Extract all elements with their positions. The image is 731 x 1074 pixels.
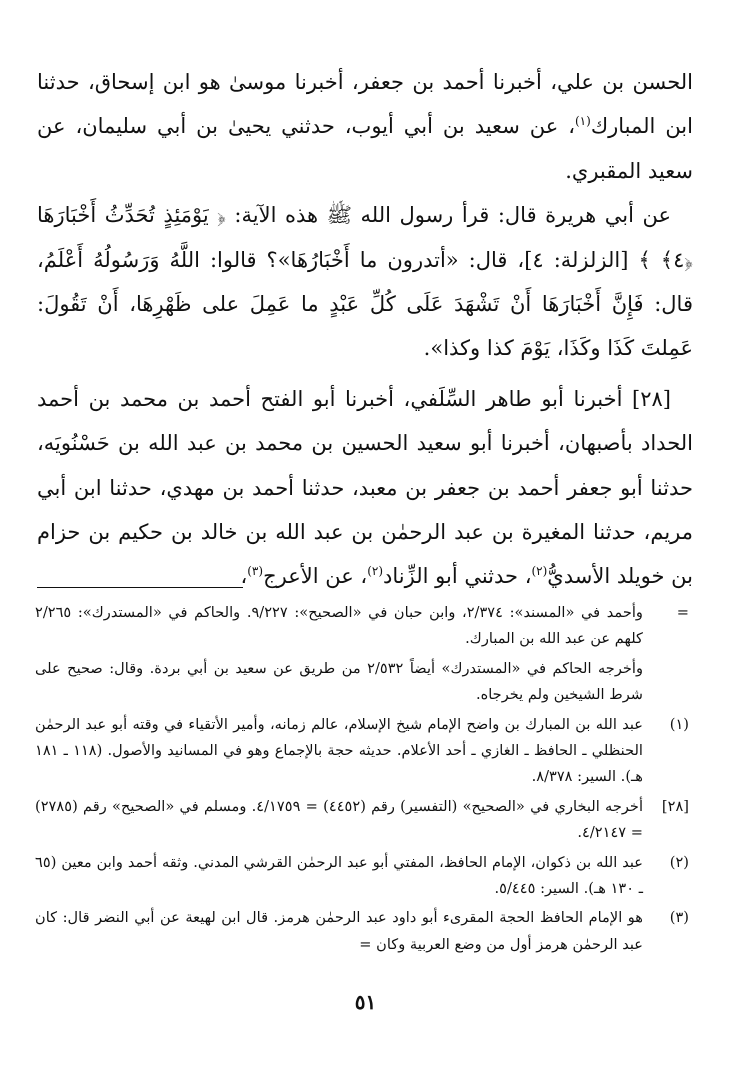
footnote-marker[interactable]: (٢) [367, 564, 384, 579]
footnote-marker[interactable]: (٢) [531, 564, 548, 579]
chain-line: حدثنا ابن المبارك [37, 70, 693, 139]
footnote [35, 712, 695, 791]
footnote-text: وأخرجه الحاكم في «المستدرك» أيضاً ٢/٥٣٢ من طريق عن سعيد بن أبي بردة. وقال: صحيح على شرط الشيخين ولم يخرجاه. [35, 659, 643, 704]
footnote-number [643, 656, 695, 709]
footnote [35, 656, 695, 709]
footnote-number: (٢) [669, 853, 689, 871]
footnote [35, 794, 695, 847]
paragraph-28 [37, 377, 693, 599]
isnad-text: ، عن الأعرج [263, 564, 368, 589]
isnad-text: [٢٨] أخبرنا أبو طاهر السِّلَفي، أخبرنا أبو الفتح أحمد بن محمد بن أحمد الحداد بأصبهان، أخبرنا أبو سعيد الحسين بن محمد بن عبد الله بن حَسْنُويَه، حدثنا أبو جعفر أحمد بن جعفر بن معبد، حدثنا أحمد بن مهدي، حدثنا ابن أبي مريم، حدثنا المغيرة بن عبد الرحمٰن بن عبد الله بن خالد بن حكيم بن حزام بن خويلد الأسديُّ [37, 386, 693, 589]
footnote-number: [٢٨] [661, 797, 689, 815]
chain-line: الحسن بن علي، أخبرنا أحمد بن جعفر، أخبرنا موسىٰ هو ابن إسحاق، [87, 70, 693, 94]
footnote-marker[interactable]: (٣) [247, 564, 264, 579]
footnote [35, 850, 695, 903]
footnotes [35, 600, 695, 958]
isnad-text: ، حدثني أبو الزِّناد [383, 564, 532, 589]
footnote-text: عبد الله بن ذكوان، الإمام الحافظ، المفتي أبو عبد الرحمٰن القرشي المدني. وثقه أحمد وابن معين (٦٥ ـ ١٣٠ هـ). السير: ٥/٤٤٥. [35, 853, 643, 898]
footnote-divider [37, 587, 243, 588]
footnote [35, 905, 695, 958]
footnote-number: (٣) [669, 909, 689, 927]
main-text [37, 60, 693, 599]
chain-line: سليمان، عن سعيد المقبري. [37, 114, 693, 183]
footnote-text: عبد الله بن المبارك بن واضح الإمام شيخ الإسلام، عالم زمانه، وأمير الأتقياء في وقته أبو عبد الرحمٰن الحنظلي ـ الحافظ ـ الغازي ـ أحد الأعلام. حديثه حجة بالإجماع وهو في المسانيد والأصول. (١١٨ ـ ١٨١ هـ). السير: ٨/٣٧٨. [35, 715, 643, 786]
footnote-text: وأحمد في «المسند»: ٢/٣٧٤، وابن حبان في «الصحيح»: ٩/٢٢٧. والحاكم في «المستدرك»: ٢/٢٦٥ كلهم عن عبد الله بن المبارك. [35, 604, 643, 648]
paragraph-chain [37, 60, 693, 193]
footnote-marker[interactable]: (١) [574, 114, 591, 129]
paragraph-hadith: عن أبي هريرة قال: قرأ رسول الله ﷺ هذه الآية: ﴿ يَوْمَئِذٍ تُحَدِّثُ أَخْبَارَهَا ﴿٤﴾ ﴾ [الزلزلة: ٤]، قال: «أتدرون ما أَخْبَارُهَا»؟ قالوا: اللَّهُ وَرَسُولُهُ أَعْلَمُ، قال: فَإِنَّ أَخْبَارَهَا أَنْ تَشْهَدَ عَلَى كُلِّ عَبْدٍ ما عَمِلَ على ظَهْرِهَا، أَنْ تَقُولَ: عَمِلتَ كَذَا وكَذَا، يَوْمَ كذا وكذا». [37, 203, 693, 361]
footnote-text: أخرجه البخاري في «الصحيح» (التفسير) رقم (٤٤٥٢) = ٤/١٧٥٩. ومسلم في «الصحيح» رقم (٢٧٨٥) = ٤/٢١٤٧. [35, 797, 644, 842]
footnote-number: (١) [669, 715, 689, 733]
footnote-number: = [676, 604, 689, 621]
chain-line: ، عن سعيد بن أبي أيوب، حدثني يحيىٰ بن أبي [157, 114, 575, 139]
page-number: ٥١ [354, 990, 377, 1014]
isnad-text: ، [240, 564, 248, 589]
footnote-text: هو الإمام الحافظ الحجة المقرىء أبو داود عبد الرحمٰن هرمز. قال ابن لهيعة عن أبي النضر قال: كان عبد الرحمٰن هرمز أول من وضع العربية وكان = [35, 909, 643, 953]
footnote [35, 600, 695, 653]
